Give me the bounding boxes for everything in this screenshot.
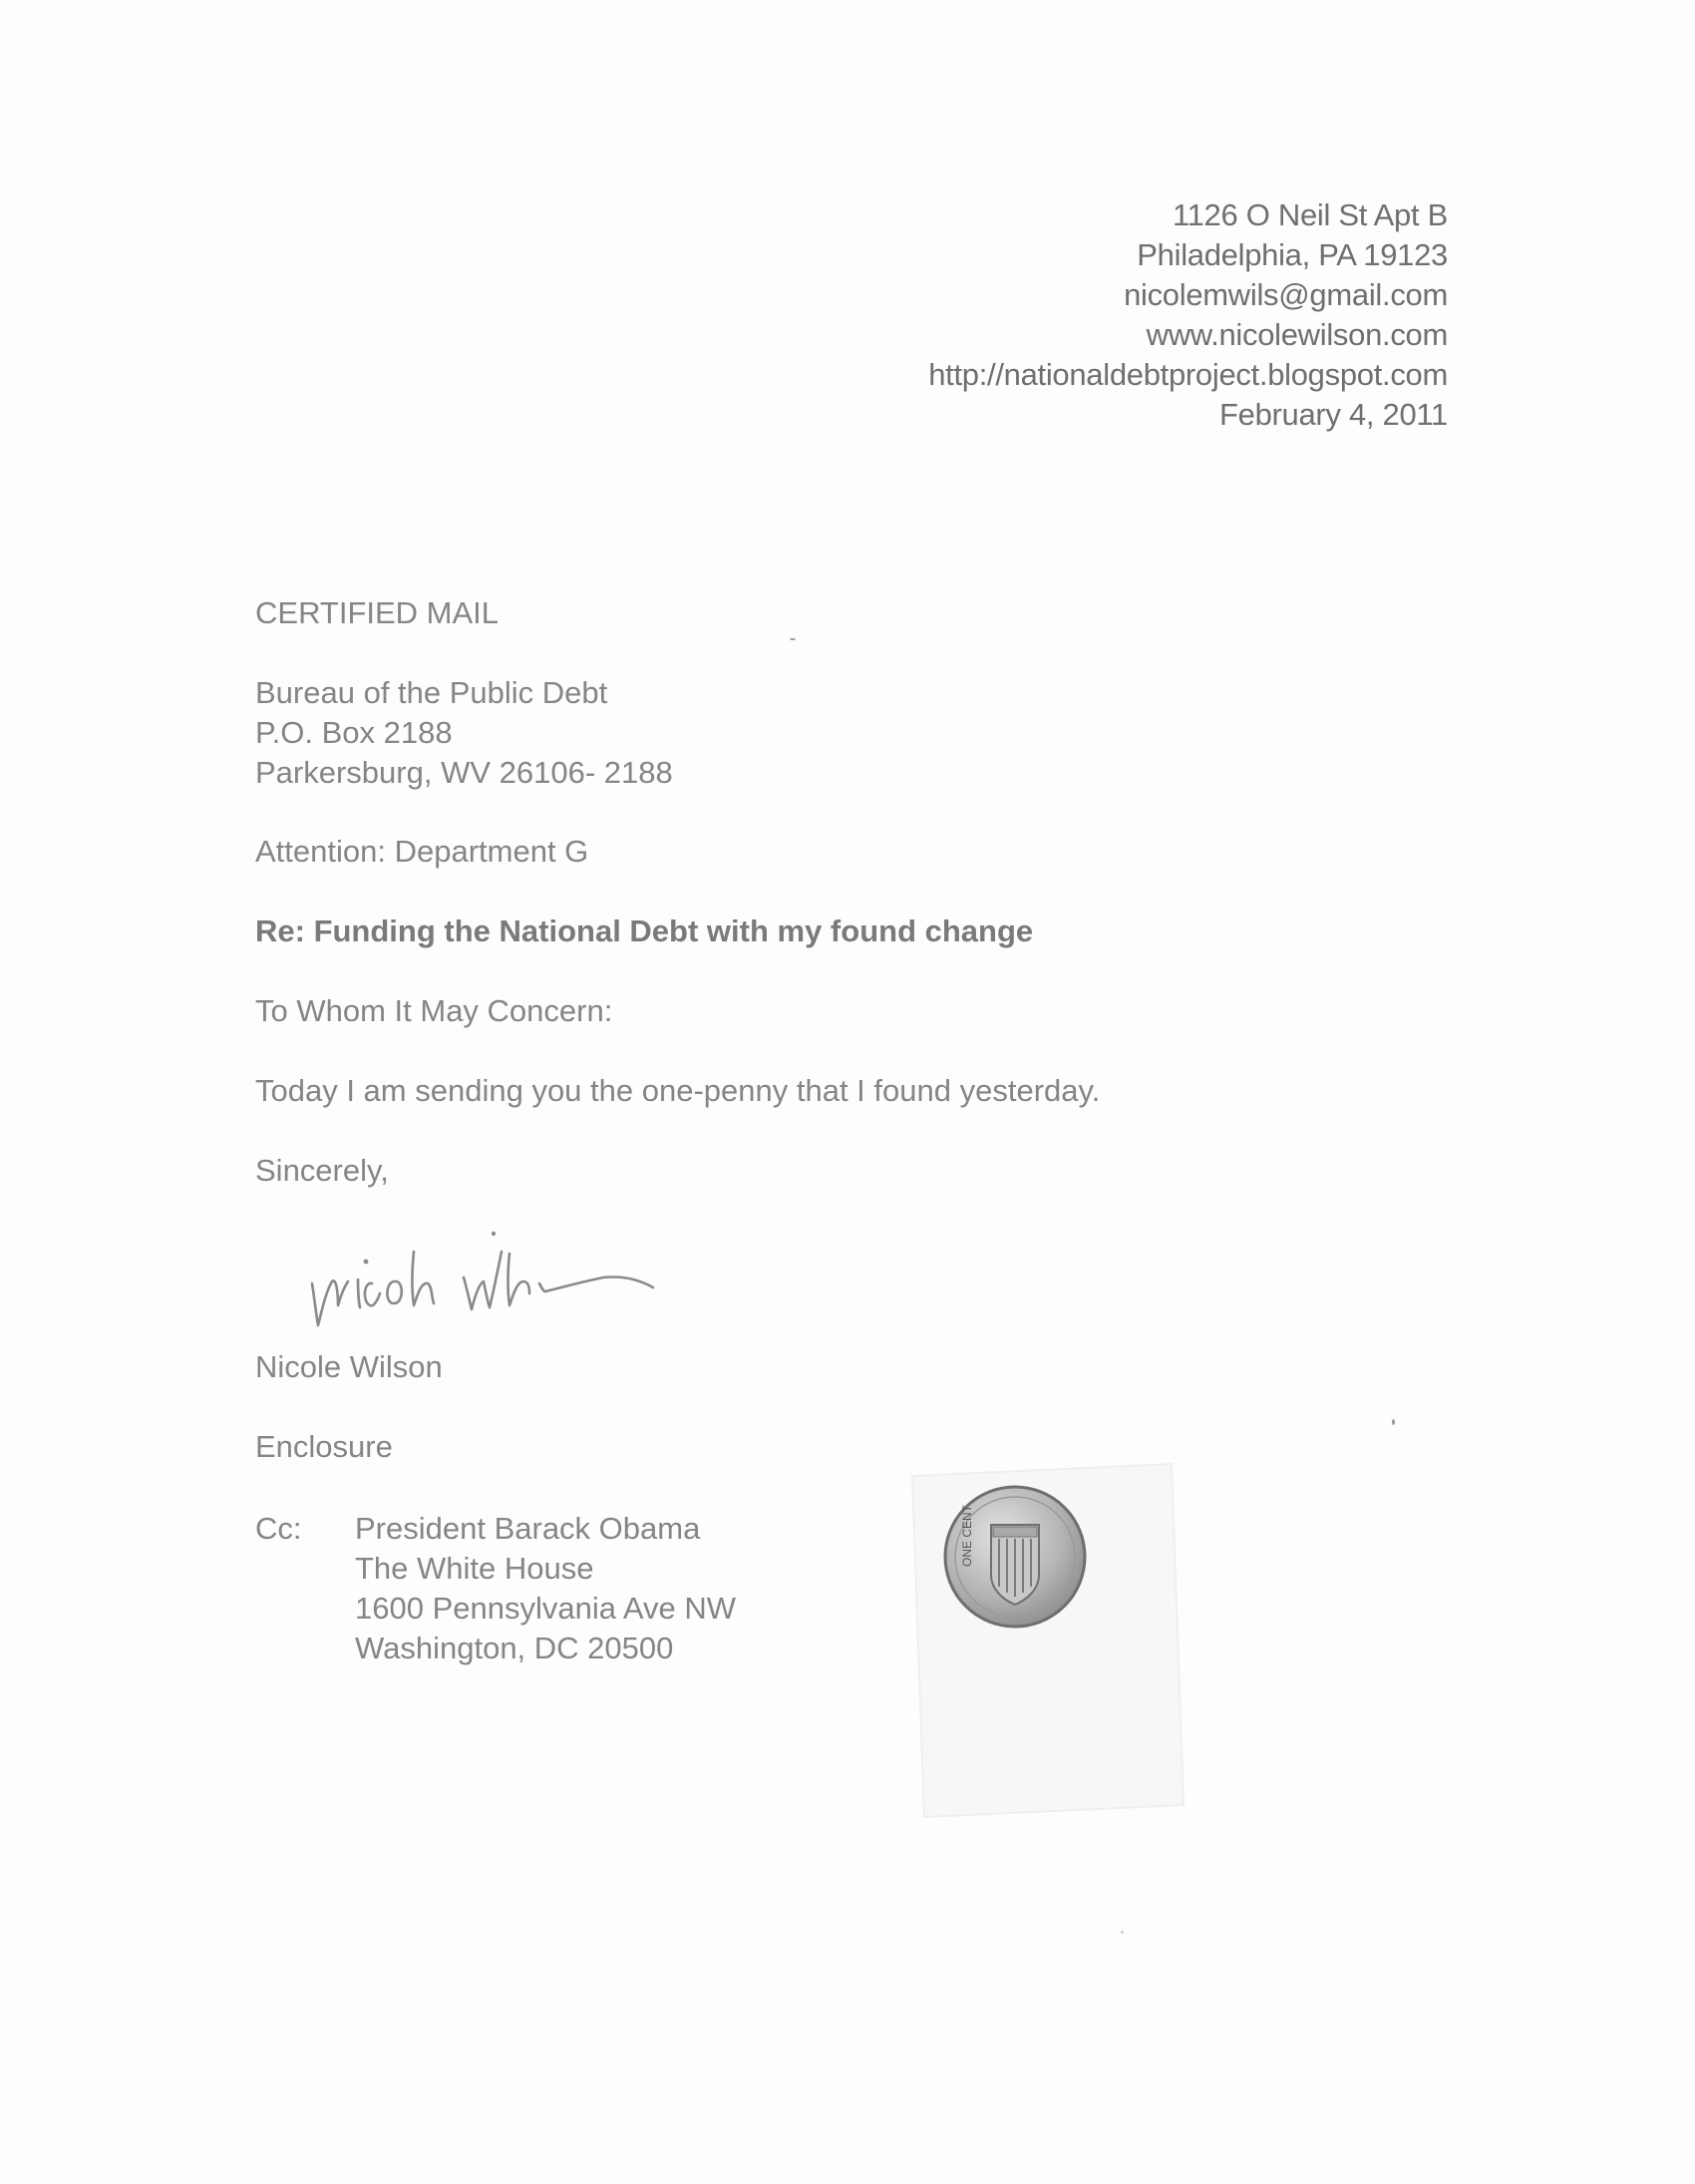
subject-line: Re: Funding the National Debt with my found change — [255, 913, 1034, 948]
scan-speck — [1121, 1931, 1124, 1934]
recipient-address — [255, 673, 673, 793]
cc-city: Washington, DC 20500 — [355, 1631, 674, 1665]
signer-name: Nicole Wilson — [255, 1349, 443, 1384]
cc-name: President Barack Obama — [355, 1511, 701, 1546]
letter-body: Today I am sending you the one-penny that I found yesterday. — [255, 1073, 1101, 1108]
penny-coin — [941, 1483, 1089, 1631]
recipient-name: Bureau of the Public Debt — [255, 675, 608, 710]
enclosure-note: Enclosure — [255, 1429, 393, 1464]
recipient-city: Parkersburg, WV 26106- 2188 — [255, 755, 673, 790]
return-address-city: Philadelphia, PA 19123 — [1137, 237, 1448, 272]
return-address-email: nicolemwils@gmail.com — [1124, 277, 1448, 312]
recipient-po-box: P.O. Box 2188 — [255, 715, 453, 750]
scan-speck — [1392, 1419, 1395, 1425]
certified-mail-heading: CERTIFIED MAIL — [255, 595, 500, 630]
scan-speck — [790, 638, 796, 640]
attention-line: Attention: Department G — [255, 834, 589, 869]
return-address-street: 1126 O Neil St Apt B — [1172, 197, 1448, 232]
handwritten-signature — [304, 1222, 673, 1336]
cc-street: 1600 Pennsylvania Ave NW — [355, 1591, 736, 1626]
cc-building: The White House — [355, 1551, 594, 1586]
cc-label: Cc: — [255, 1511, 302, 1546]
letter-date: February 4, 2011 — [1219, 397, 1448, 432]
cc-address — [355, 1509, 736, 1668]
closing: Sincerely, — [255, 1153, 389, 1188]
return-address — [928, 195, 1448, 435]
salutation: To Whom It May Concern: — [255, 993, 613, 1028]
return-address-blog: http://nationaldebtproject.blogspot.com — [928, 357, 1448, 392]
return-address-website: www.nicolewilson.com — [1146, 317, 1448, 352]
coin-denomination: ONE CENT — [960, 1504, 974, 1567]
